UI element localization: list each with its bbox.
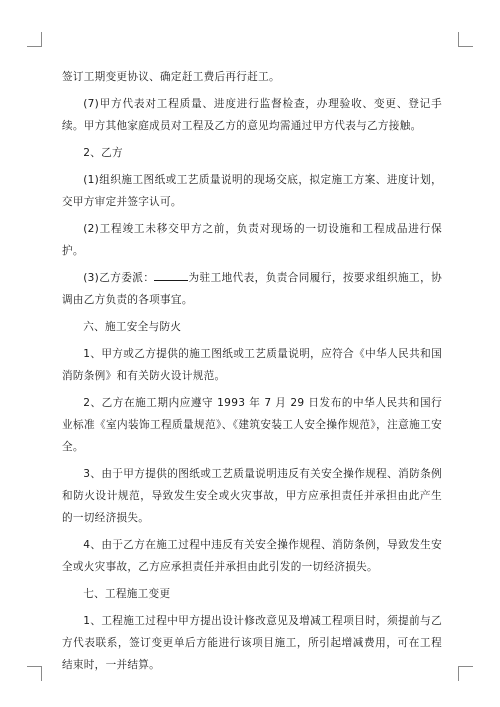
paragraph: (2)工程竣工未移交甲方之前，负责对现场的一切设施和工程成品进行保护。 — [62, 223, 442, 257]
paragraph: 2、乙方在施工期内应遵守 1993 年 7 月 29 日发布的中华人民共和国行业标准《室内装饰工程质量规范》、《建筑安装工人安全操作规范》，注意施工安全。 — [62, 397, 442, 453]
paragraph: 4、由于乙方在施工过程中违反有关安全操作规程、消防条例，导致发生安全或火灾事故，乙方应承担责任并承担由此引发的一切经济损失。 — [62, 539, 442, 573]
corner-mark-bottom-left — [27, 666, 42, 681]
corner-mark-top-left — [27, 32, 42, 47]
section-heading: 六、施工安全与防火 — [83, 321, 182, 333]
paragraph: 签订工期变更协议、确定赶工费后再行赶工。 — [62, 71, 280, 83]
paragraph: 3、由于甲方提供的图纸或工艺质量说明违反有关安全操作规程、消防条例和防火设计规范，导致发生安全或火灾事故，甲方应承担责任并承担由此产生的一切经济损失。 — [62, 468, 442, 524]
paragraph: 1、工程施工过程中甲方提出设计修改意见及增减工程项目时，须提前与乙方代表联系，签订变更单后方能进行该项目施工，所引起增减费用，可在工程结束时，一并结算。 — [62, 615, 442, 671]
corner-mark-bottom-right — [458, 666, 473, 681]
document-body — [62, 66, 442, 681]
section-heading: 七、工程施工变更 — [83, 588, 171, 600]
paragraph-lead: (3)乙方委派： — [83, 272, 155, 284]
fill-in-blank[interactable] — [154, 268, 188, 281]
paragraph-rest: 为驻工地代表，负责合同履行，按要求组织施工，协调由乙方负责的各项事宜。 — [62, 272, 443, 306]
paragraph: (1)组织施工图纸或工艺质量说明的现场交底，拟定施工方案、进度计划，交甲方审定并签字认可。 — [62, 174, 442, 208]
corner-mark-top-right — [458, 32, 473, 47]
section-heading: 2、乙方 — [83, 147, 123, 159]
paragraph: 1、甲方或乙方提供的施工图纸或工艺质量说明，应符合《中华人民共和国消防条例》和有关防火设计规范。 — [62, 348, 442, 382]
paragraph-with-blank — [62, 267, 442, 311]
paragraph: (7)甲方代表对工程质量、进度进行监督检查，办理验收、变更、登记手续。甲方其他家庭成员对工程及乙方的意见均需通过甲方代表与乙方接触。 — [62, 98, 442, 132]
